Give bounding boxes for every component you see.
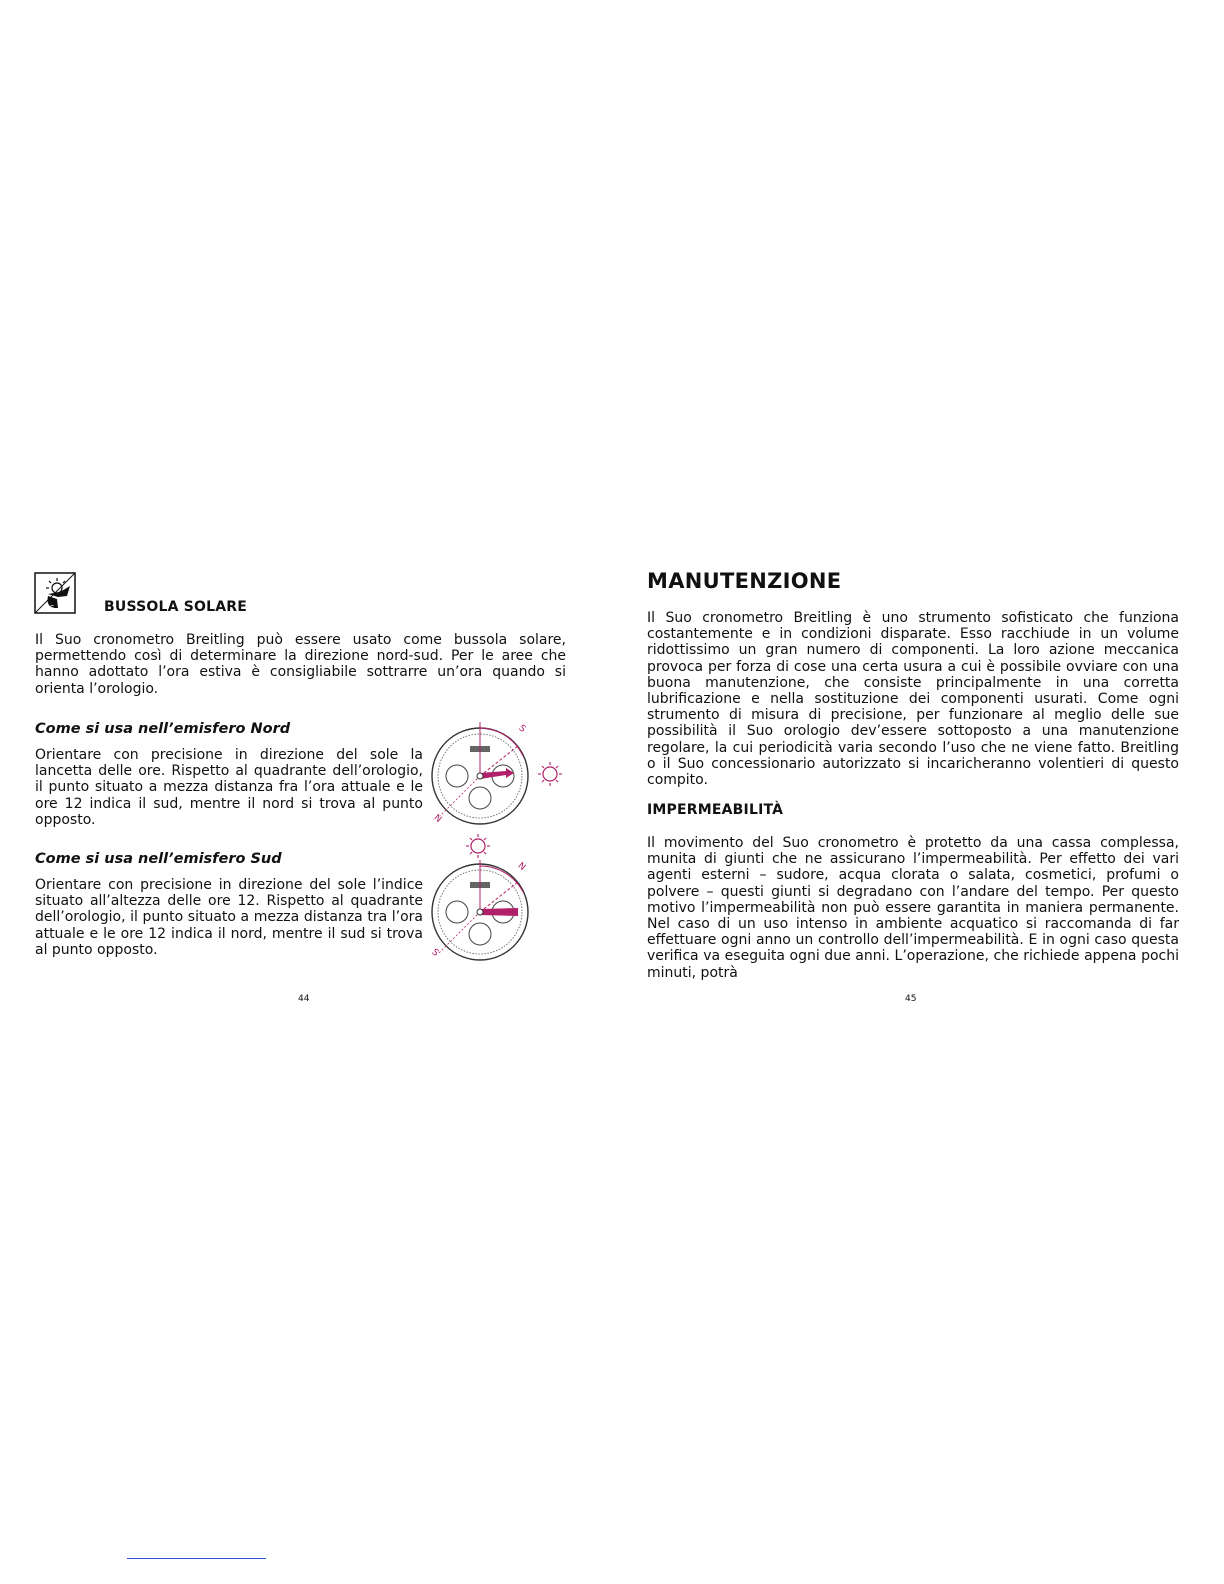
section-title-bussola: BUSSOLA SOLARE [104,599,247,615]
section-title-impermeabilita: IMPERMEABILITÀ [647,802,784,818]
south-diagram-bottom-label: S [429,947,441,959]
page-number-left: 44 [298,994,310,1004]
south-paragraph: Orientare con precisione in direzione del sole l’indice situato all’altezza delle ore 12. Rispetto al quadrante dell’orologio, il punto situato a mezza distanza tra l’ora attuale e le ore 12 indica il nord, mentre il sud si trova al punto opposto. [35,877,423,958]
waterproof-paragraph: Il movimento del Suo cronometro è protetto da una cassa complessa, munita di giunti che ne assicurano l’impermeabilità. Per effetto dei vari agenti esterni – sudore, acqua clorata o salata, cosmetici, profumi o polvere – questi giunti si degradano con l’andare del tempo. Per questo motivo l’impermeabilità non può essere garantita in maniera permanente. Nel caso di un uso intenso in ambiente acquatico si raccomanda di far effettuare ogni anno un controllo dell’impermeabilità. E in ogni caso questa verifica va eseguita ogni due anni. L’operazione, che richiede appena pochi minuti, potrà [647,835,1179,981]
watch-north-diagram [430,718,570,828]
watch-south-diagram [430,830,570,962]
north-diagram-top-label: S [516,723,528,735]
page-title: MANUTENZIONE [647,569,842,593]
north-diagram-bottom-label: N [431,813,444,825]
north-paragraph: Orientare con precisione in direzione del sole la lancetta delle ore. Rispetto al quadrante dell’orologio, il punto situato a mezza distanza fra l’ora attuale e le ore 12 indica il sud, mentre il nord si trova al punto opposto. [35,747,423,828]
footer-line [127,1558,266,1559]
sun-compass-icon [34,572,76,614]
page-number-right: 45 [905,994,917,1004]
south-diagram-top-label: N [515,861,528,873]
maintenance-paragraph: Il Suo cronometro Breitling è uno strumento sofisticato che funziona costantemente e in condizioni disparate. Esso racchiude in un volume ridottissimo un gran numero di componenti. La loro azione meccanica provoca per forza di cose una certa usura a cui è possibile ovviare con una buona manutenzione, che consiste principalmente in una corretta lubrificazione e nella sostituzione dei componenti usurati. Come ogni strumento di misura di precisione, per funzionare al meglio delle sue possibilità il Suo orologio dev’essere sottoposto a una manutenzione regolare, la cui periodicità varia secondo l’uso che ne viene fatto. Breitling o il Suo concessionario autorizzato si incaricheranno volentieri di questo compito. [647,610,1179,789]
south-heading: Come si usa nell’emisfero Sud [35,851,282,867]
north-heading: Come si usa nell’emisfero Nord [35,721,291,737]
intro-paragraph: Il Suo cronometro Breitling può essere usato come bussola solare, permettendo così di determinare la direzione nord-sud. Per le aree che hanno adottato l’ora estiva è consigliabile sottrarre un’ora quando si orienta l’orologio. [35,632,566,697]
svg-text:S: S [50,604,55,612]
